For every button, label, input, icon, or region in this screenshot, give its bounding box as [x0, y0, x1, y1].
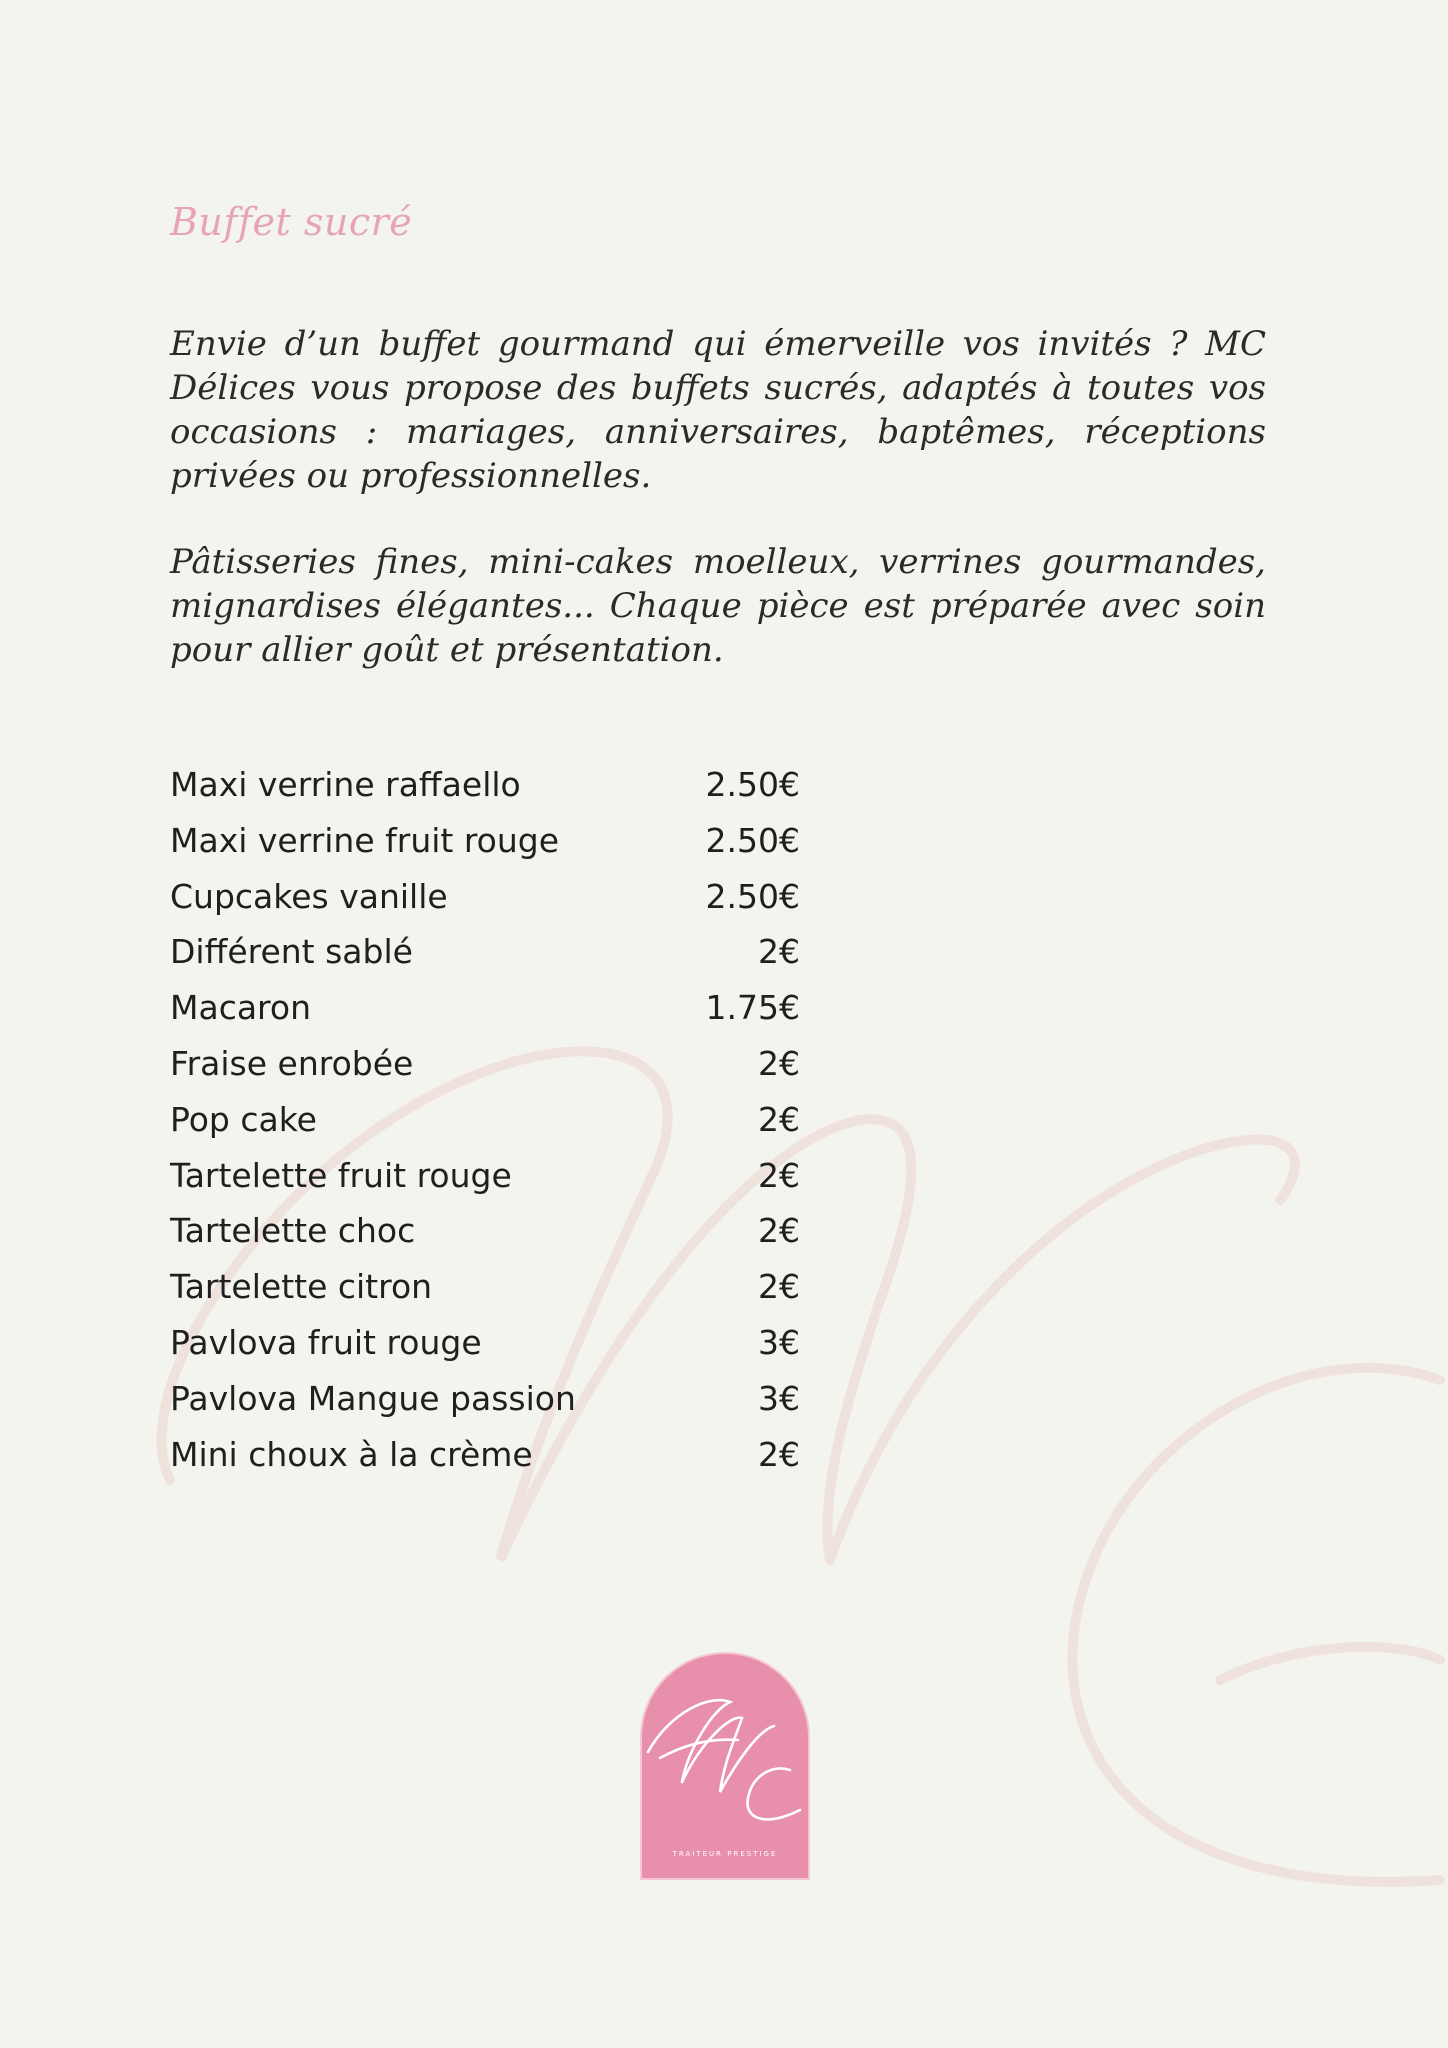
menu-item-name: Maxi verrine fruit rouge	[170, 820, 560, 860]
menu-item-price: 2.50€	[705, 765, 800, 804]
menu-item-price: 2.50€	[705, 820, 800, 860]
menu-item	[170, 1100, 800, 1156]
menu-item-name: Pavlova Mangue passion	[170, 1378, 576, 1418]
menu-item	[170, 932, 800, 988]
menu-item-name: Mini choux à la crème	[170, 1434, 533, 1474]
menu-item-price: 2€	[758, 1211, 800, 1251]
menu-item	[170, 821, 800, 877]
menu-item-price: 2.50€	[705, 876, 800, 916]
menu-item	[170, 1044, 800, 1100]
menu-item-price: 2€	[758, 932, 800, 972]
menu-item-name: Pavlova fruit rouge	[170, 1322, 482, 1362]
menu-item-name: Différent sablé	[170, 932, 413, 972]
menu-item-price: 2€	[758, 1155, 800, 1195]
section-title: Buffet sucré	[170, 200, 413, 244]
menu-item	[170, 988, 800, 1044]
intro-paragraph-2: Pâtisseries fines, mini-cakes moelleux, verrines gourmandes, mignardises élégantes... Chaque pièce est préparée avec soin pour allier goût et présentation.	[170, 542, 1266, 670]
intro-paragraph-1: Envie d’un buffet gourmand qui émerveille vos invités ? MC Délices vous propose des buffets sucrés, adaptés à toutes vos occasions : mariages, anniversaires, baptêmes, réceptions privées ou professionnelles.	[170, 324, 1266, 496]
menu-item-name: Macaron	[170, 988, 312, 1028]
menu-item-price: 2€	[758, 1043, 800, 1083]
logo-tagline: TRAITEUR PRESTIGE	[672, 1850, 778, 1858]
menu-item-name: Maxi verrine raffaello	[170, 765, 521, 804]
menu-item-name: Fraise enrobée	[170, 1043, 414, 1083]
menu-item	[170, 1379, 800, 1435]
price-list	[170, 765, 800, 1490]
menu-item-name: Pop cake	[170, 1099, 317, 1139]
menu-item-price: 3€	[758, 1322, 800, 1362]
menu-item	[170, 1267, 800, 1323]
menu-item-price: 2€	[758, 1099, 800, 1139]
menu-item-name: Tartelette fruit rouge	[170, 1155, 512, 1195]
menu-item	[170, 765, 800, 821]
menu-item-price: 3€	[758, 1378, 800, 1418]
menu-item	[170, 1435, 800, 1491]
menu-item-price: 2€	[758, 1434, 800, 1474]
menu-item	[170, 1323, 800, 1379]
menu-item	[170, 1156, 800, 1212]
menu-item	[170, 877, 800, 933]
intro-text	[170, 322, 1266, 714]
menu-item-name: Cupcakes vanille	[170, 876, 448, 916]
menu-item-name: Tartelette choc	[170, 1211, 416, 1251]
menu-item-name: Tartelette citron	[170, 1267, 433, 1307]
mc-logo	[640, 1652, 810, 1880]
menu-item-price: 2€	[758, 1267, 800, 1307]
menu-item-price: 1.75€	[705, 988, 800, 1028]
menu-item	[170, 1211, 800, 1267]
